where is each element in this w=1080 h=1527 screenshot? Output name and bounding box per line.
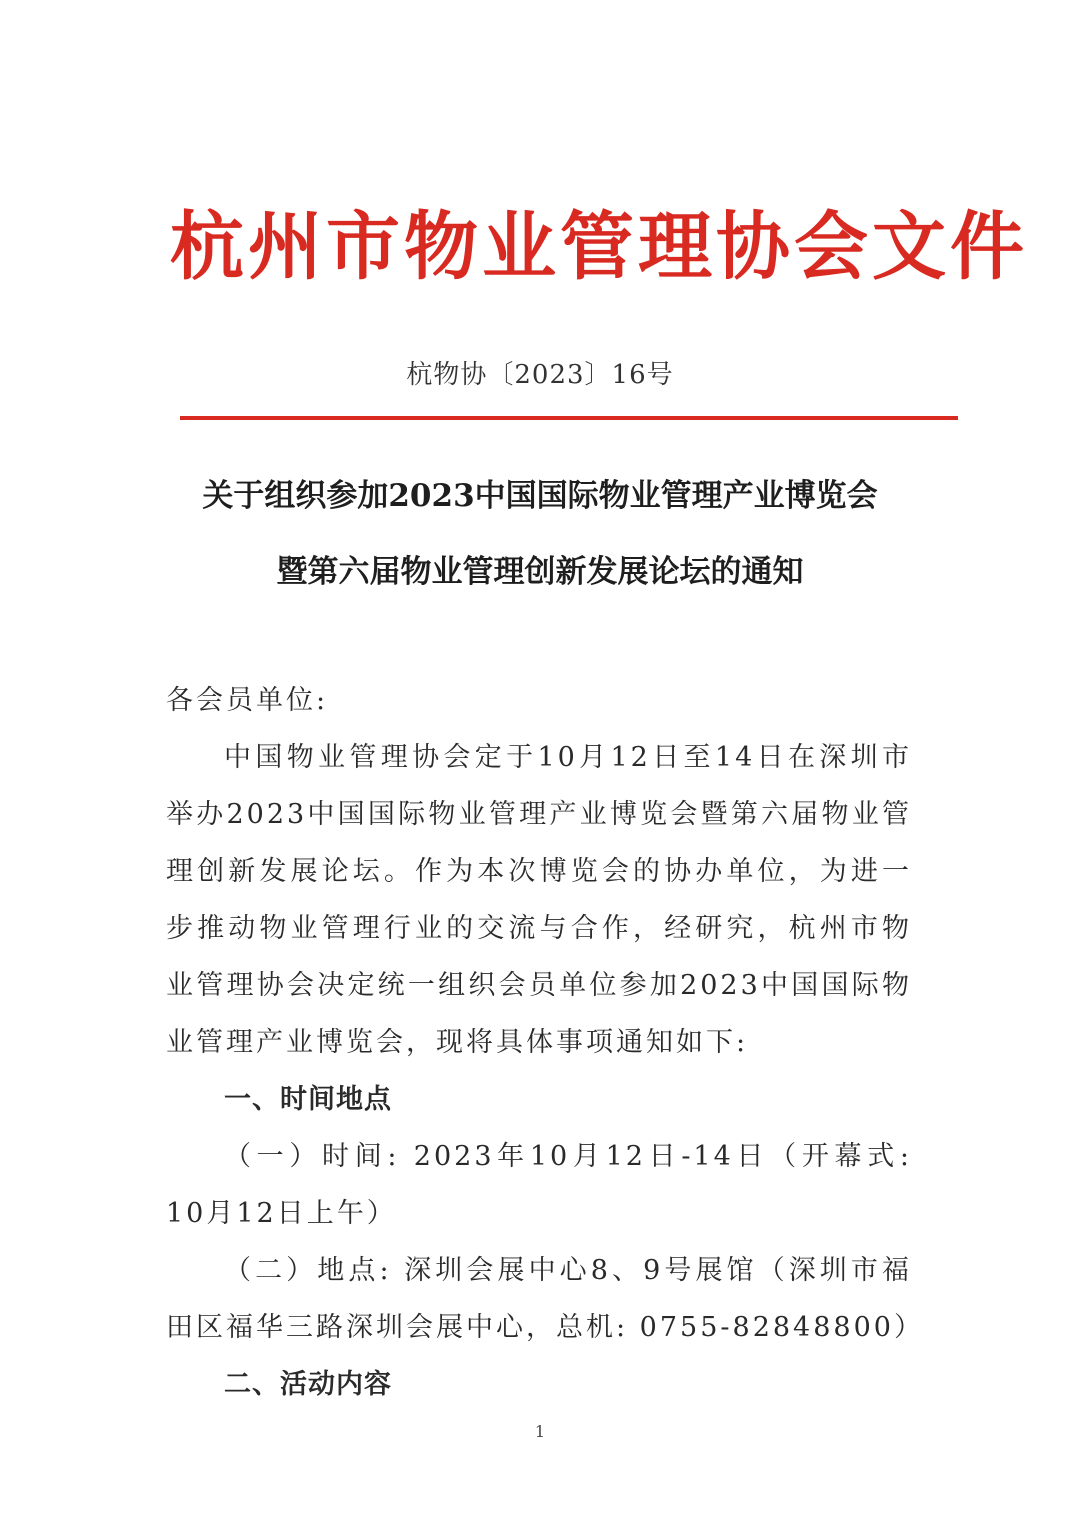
section-heading-activities: 二、活动内容: [224, 1369, 392, 1400]
notice-body: [166, 672, 924, 1413]
notice-title-line-2: 暨第六届物业管理创新发展论坛的通知: [276, 554, 804, 590]
red-divider-rule: [180, 416, 958, 420]
section-heading-time-place: 一、时间地点: [224, 1084, 392, 1115]
intro-paragraph: 中国物业管理协会定于10月12日至14日在深圳市举办2023中国国际物业管理产业博览会暨第六届物业管理创新发展论坛。作为本次博览会的协办单位，为进一步推动物业管理行业的交流与合作，经研究，杭州市物业管理协会决定统一组织会员单位参加2023中国国际物业管理产业博览会，现将具体事项通知如下:: [166, 742, 912, 1058]
masthead-title: 杭州市物业管理协会文件: [170, 204, 1028, 290]
notice-title-line-1: 关于组织参加2023中国国际物业管理产业博览会: [202, 478, 878, 514]
salutation: 各会员单位:: [166, 685, 329, 716]
document-number: 杭物协〔2023〕16号: [406, 360, 674, 390]
page-number: 1: [534, 1422, 546, 1441]
time-item: （一）时间: 2023年10月12日-14日（开幕式: 10月12日上午）: [166, 1141, 912, 1229]
place-item: （二）地点: 深圳会展中心8、9号展馆（深圳市福田区福华三路深圳会展中心，总机: 0755-82848800）: [166, 1255, 924, 1343]
